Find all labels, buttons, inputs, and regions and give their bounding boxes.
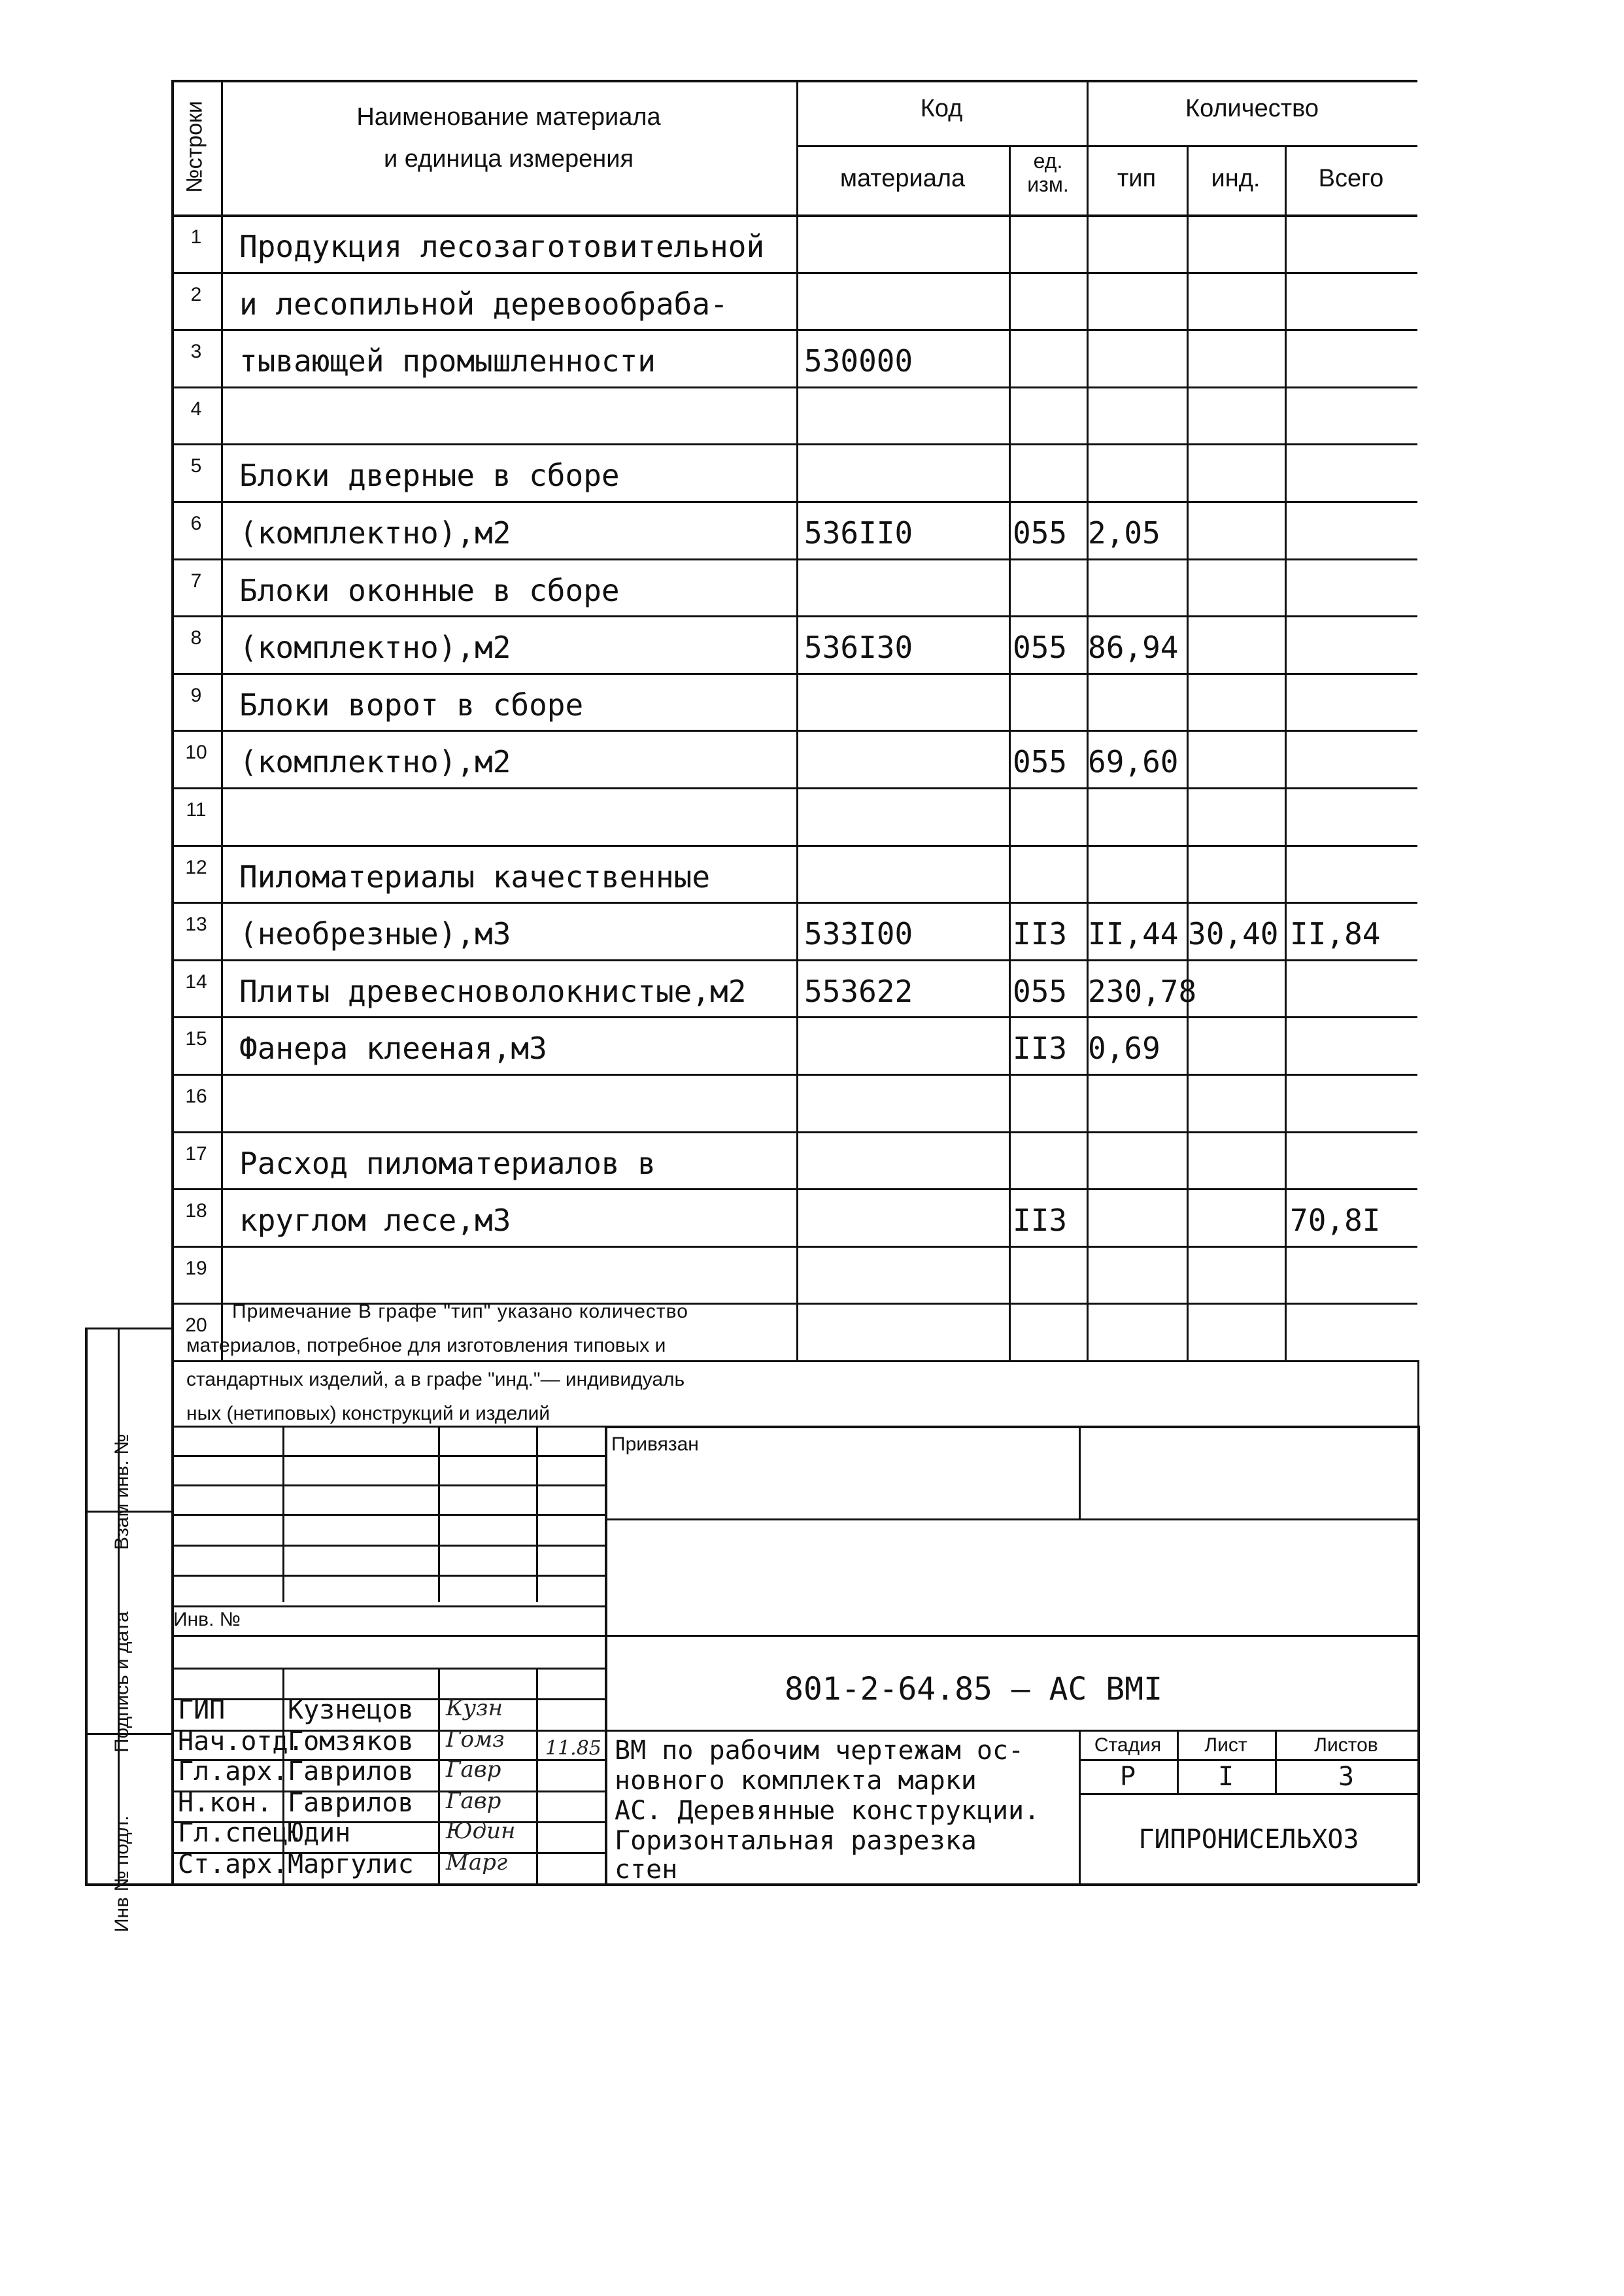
row-number: 4: [190, 398, 202, 420]
signer-signature: Гавр: [446, 1788, 501, 1814]
rule-line: [171, 80, 174, 1363]
rule-line: [536, 1668, 538, 1883]
header-name-line-2: и единица измерения: [383, 145, 634, 173]
rule-line: [1079, 1426, 1081, 1518]
row-number: 6: [190, 513, 202, 534]
row-name: Фанера клееная,м3: [239, 1031, 547, 1067]
rule-line: [1079, 1759, 1417, 1761]
rule-line: [1187, 145, 1189, 1360]
header-code: Код: [920, 95, 963, 122]
signer-signature: Юдин: [446, 1818, 516, 1844]
row-unit: 055: [1013, 744, 1068, 780]
header-code-material: материала: [839, 165, 966, 192]
rule-line: [171, 730, 1417, 732]
rule-line: [1417, 1426, 1420, 1883]
sheets-value: 3: [1338, 1762, 1355, 1792]
signer-name: Гаврилов: [288, 1756, 414, 1787]
row-name: круглом лесе,м3: [239, 1203, 511, 1239]
row-type: II,44: [1088, 916, 1179, 952]
rule-line: [605, 1426, 1417, 1428]
rule-line: [438, 1426, 440, 1602]
stage-value: Р: [1119, 1762, 1136, 1792]
rule-line: [171, 1575, 605, 1577]
row-type: 69,60: [1088, 744, 1179, 780]
signer-signature: Гавр: [446, 1756, 501, 1783]
row-number: 10: [185, 742, 207, 764]
row-number: 15: [185, 1028, 207, 1050]
row-number: 2: [190, 283, 202, 305]
row-name: Плиты древесноволокнистые,м2: [239, 973, 747, 1009]
row-name: (комплектно),м2: [239, 515, 511, 551]
row-unit: II3: [1013, 916, 1068, 952]
signer-signature: Кузн: [446, 1695, 503, 1721]
signer-signature: Марг: [446, 1849, 508, 1876]
rule-line: [605, 1635, 1417, 1637]
rule-line: [171, 558, 1417, 560]
side-label-podpis: Подпись и дата: [111, 1611, 133, 1753]
rule-line: [85, 1328, 171, 1329]
header-qty-total: Всего: [1318, 165, 1384, 192]
rule-line: [171, 272, 1417, 274]
rule-line: [171, 386, 1417, 388]
row-number: 16: [185, 1086, 207, 1107]
row-unit: II3: [1013, 1203, 1068, 1239]
row-code: 533I00: [804, 916, 913, 952]
row-total: 70,8I: [1290, 1203, 1381, 1239]
row-total: II,84: [1290, 916, 1381, 952]
signer-role: Н.кон.: [178, 1788, 273, 1818]
row-name: (комплектно),м2: [239, 744, 511, 780]
description-line-5: стен: [615, 1855, 678, 1885]
header-code-unit: ед. изм.: [1027, 149, 1069, 196]
row-type: 230,78: [1088, 973, 1197, 1009]
rule-line: [1285, 145, 1287, 1360]
signer-role: Нач.отд.: [178, 1726, 304, 1756]
stage-label: Стадия: [1094, 1734, 1162, 1756]
signer-role: ГИП: [178, 1695, 226, 1725]
row-number: 17: [185, 1142, 207, 1165]
signer-name: Кузнецов: [288, 1695, 414, 1725]
header-name-line-1: Наименование материала: [356, 103, 661, 131]
row-code: 536II0: [804, 515, 913, 551]
rule-line: [1079, 1793, 1417, 1795]
rule-line: [171, 1455, 605, 1457]
header-qty-ind: инд.: [1211, 165, 1260, 192]
rule-line: [796, 145, 1417, 147]
rule-line: [171, 214, 1417, 217]
row-type: 0,69: [1088, 1031, 1160, 1067]
sheet-value: I: [1217, 1762, 1234, 1792]
rule-line: [796, 80, 798, 1360]
row-type: 86,94: [1088, 630, 1179, 666]
sheets-label: Листов: [1314, 1734, 1378, 1756]
row-name: Продукция лесозаготовительной: [239, 229, 765, 264]
side-label-vzam: Взам инв. №: [111, 1433, 133, 1550]
header-row-number: №строки: [182, 101, 207, 193]
row-number: 1: [190, 226, 202, 248]
rule-line: [1087, 80, 1089, 1360]
row-number: 5: [190, 455, 202, 477]
header-qty-type: тип: [1117, 165, 1157, 192]
rule-line: [171, 615, 1417, 617]
description-line-3: АС. Деревянные конструкции.: [615, 1796, 1040, 1826]
description-line-2: новного комплекта марки: [615, 1766, 977, 1796]
rule-line: [171, 1635, 605, 1637]
row-number: 18: [185, 1200, 207, 1222]
rule-line: [171, 1131, 1417, 1133]
description-line-1: ВМ по рабочим чертежам ос-: [615, 1736, 1024, 1766]
signer-name: Маргулис: [288, 1849, 414, 1879]
note-line-3: стандартных изделий, а в графе "инд."— индивидуаль: [186, 1369, 685, 1390]
rule-line: [171, 443, 1417, 445]
rule-line: [171, 1484, 605, 1486]
row-name: Блоки ворот в сборе: [239, 687, 584, 723]
side-label-inv-podl: Инв № подл.: [111, 1815, 133, 1932]
row-name: (комплектно),м2: [239, 630, 511, 666]
note: [186, 1295, 688, 1431]
rule-line: [438, 1668, 440, 1883]
signer-name: Гомзяков: [288, 1726, 414, 1756]
rule-line: [536, 1426, 538, 1602]
row-unit: II3: [1013, 1031, 1068, 1067]
row-name: и лесопильной деревообраба-: [239, 286, 728, 322]
row-number: 8: [190, 627, 202, 649]
rule-line: [85, 1328, 88, 1883]
row-name: Пиломатериалы качественные: [239, 859, 711, 895]
row-number: 19: [185, 1257, 207, 1279]
rule-line: [221, 80, 223, 1360]
row-number: 11: [186, 799, 207, 821]
rule-line: [171, 1188, 1417, 1190]
note-line-1: Примечание В графе "тип" указано количество: [232, 1301, 688, 1322]
signer-name: Гаврилов: [288, 1788, 414, 1818]
row-name: Блоки оконные в сборе: [239, 572, 620, 608]
rule-line: [1417, 1360, 1419, 1426]
row-name: Блоки дверные в сборе: [239, 458, 620, 494]
signer-role: Гл.спец.: [178, 1818, 304, 1848]
row-name: тывающей промышленности: [239, 343, 656, 379]
organization: ГИПРОНИСЕЛЬХОЗ: [1138, 1825, 1359, 1855]
note-line-4: ных (нетиповых) конструкций и изделий: [186, 1403, 550, 1424]
signer-signature: Гомз: [446, 1726, 505, 1753]
rule-line: [171, 902, 1417, 904]
row-unit: 055: [1013, 515, 1068, 551]
note-line-2: материалов, потребное для изготовления типовых и: [186, 1335, 666, 1356]
description-line-4: Горизонтальная разрезка: [615, 1826, 977, 1856]
rule-line: [1009, 145, 1011, 1360]
rule-line: [171, 1668, 605, 1670]
rule-line: [171, 673, 1417, 675]
rule-line: [171, 329, 1417, 331]
row-number: 3: [190, 341, 202, 363]
rule-line: [282, 1426, 284, 1602]
document-code: 801-2-64.85 – АС ВМI: [785, 1671, 1162, 1707]
rule-line: [171, 1545, 605, 1547]
row-number: 12: [185, 856, 207, 878]
sheet-label: Лист: [1204, 1734, 1247, 1756]
rule-line: [605, 1426, 607, 1883]
row-unit: 055: [1013, 630, 1068, 666]
privyazan-label: Привязан: [611, 1433, 699, 1455]
rule-line: [171, 1016, 1417, 1018]
row-number: 14: [185, 970, 207, 993]
sign-date: 11.85: [545, 1737, 601, 1760]
rule-line: [171, 1514, 605, 1516]
inv-no-label: Инв. №: [173, 1609, 241, 1630]
rule-line: [85, 1883, 1417, 1886]
rule-line: [171, 1246, 1417, 1248]
row-name: (необрезные),м3: [239, 916, 511, 952]
row-number: 7: [190, 570, 202, 592]
rule-line: [171, 1605, 605, 1607]
rule-line: [171, 501, 1417, 503]
rule-line: [171, 845, 1417, 847]
rule-line: [171, 787, 1417, 789]
row-number: 20: [185, 1314, 207, 1337]
rule-line: [171, 1426, 605, 1428]
row-ind: 30,40: [1188, 916, 1279, 952]
row-code: 536I30: [804, 630, 913, 666]
rule-line: [605, 1518, 1417, 1520]
rule-line: [171, 1074, 1417, 1076]
row-unit: 055: [1013, 973, 1068, 1009]
row-name: Расход пиломатериалов в: [239, 1145, 656, 1181]
row-number: 13: [185, 914, 207, 936]
rule-line: [171, 959, 1417, 961]
rule-line: [171, 80, 1417, 82]
row-type: 2,05: [1088, 515, 1160, 551]
row-code: 530000: [804, 343, 913, 379]
signer-role: Гл.арх.: [178, 1756, 288, 1787]
row-code: 553622: [804, 973, 913, 1009]
signer-name: Юдин: [288, 1818, 351, 1848]
header-quantity: Количество: [1185, 95, 1319, 122]
row-number: 9: [190, 684, 202, 706]
signer-role: Ст.арх.: [178, 1849, 288, 1879]
rule-line: [605, 1730, 1417, 1732]
